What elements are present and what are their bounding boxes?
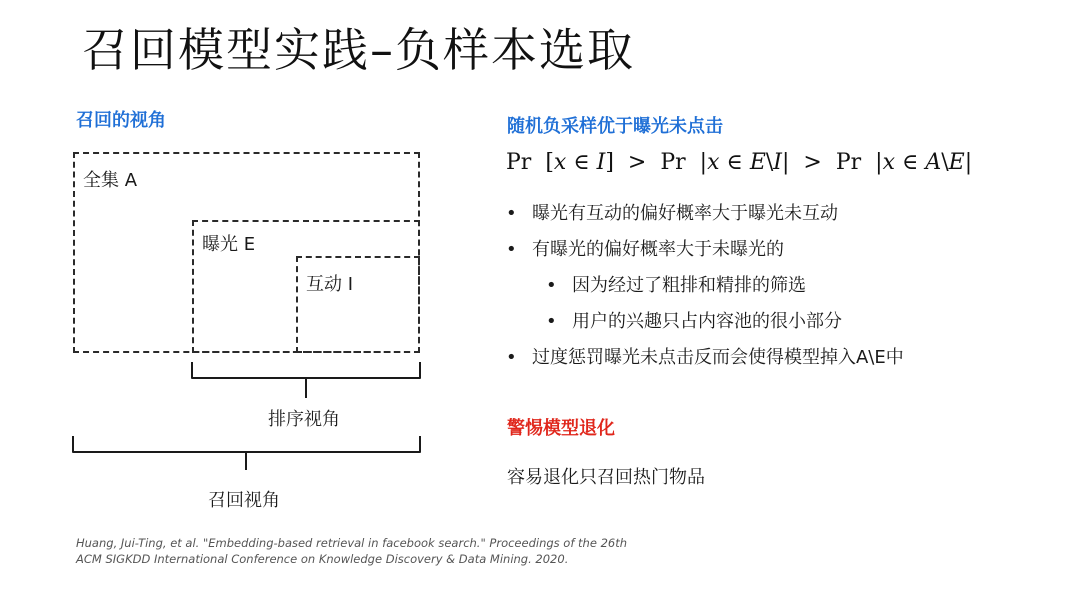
degradation-description: 容易退化只召回热门物品 [507,467,705,488]
recall-view-brace [71,434,422,474]
set-minus-symbol: \ [941,150,949,175]
set-i-symbol: I [596,150,606,175]
bullet-dot-icon: • [506,347,517,368]
citation-line-2: ACM SIGKDD International Conference on Knowledge Discovery & Data Mining. 2020. [76,552,569,566]
element-of-symbol: ∈ [726,150,743,175]
set-i-symbol: I [773,150,782,175]
set-minus-symbol: \ [765,150,774,175]
element-of-symbol: ∈ [902,150,919,175]
recall-view-heading: 召回的视角 [76,110,166,131]
greater-than-symbol: > [803,150,822,175]
rank-view-brace [190,360,422,402]
pr-symbol: Pr [835,150,862,175]
list-item: • 过度惩罚曝光未点击反而会使得模型掉入A\E中 [506,342,1066,378]
citation [76,535,776,567]
bullet-dot-icon: • [546,275,557,296]
greater-than-symbol: > [627,150,647,175]
citation-line-1: Huang, Jui-Ting, et al. "Embedding-based retrieval in facebook search." Proceedings of the 26th [76,536,628,550]
set-a-label: 全集 A [83,170,138,191]
var-x: x [553,150,567,175]
bullet-dot-icon: • [506,203,517,224]
recall-view-label: 召回视角 [208,490,280,511]
pr-symbol: Pr [660,150,686,175]
set-e-label: 曝光 E [202,234,256,255]
element-of-symbol: ∈ [573,150,590,175]
rank-view-label: 排序视角 [268,409,340,430]
list-item: • 有曝光的偏好概率大于未曝光的 [506,234,1066,270]
bullet-dot-icon: • [506,239,517,260]
model-degradation-heading: 警惕模型退化 [507,418,615,439]
probability-inequality-formula: Pr [x ∈ I] > Pr |x ∈ E\I| > Pr |x ∈ A\E| [506,150,973,175]
list-item: • 因为经过了粗排和精排的筛选 [506,270,1066,306]
pr-symbol: Pr [506,150,532,175]
set-e-symbol: E [948,150,965,175]
reasons-list [506,198,1066,378]
random-negative-heading: 随机负采样优于曝光未点击 [507,116,723,137]
list-item: • 曝光有互动的偏好概率大于曝光未互动 [506,198,1066,234]
set-a-symbol: A [925,150,942,175]
var-x: x [707,150,720,175]
bullet-dot-icon: • [546,311,557,332]
set-i-label: 互动 I [306,274,354,295]
set-e-symbol: E [749,150,766,175]
list-item: • 用户的兴趣只占内容池的很小部分 [506,306,1066,342]
var-x: x [882,150,896,175]
slide-title: 召回模型实践–负样本选取 [82,23,635,77]
